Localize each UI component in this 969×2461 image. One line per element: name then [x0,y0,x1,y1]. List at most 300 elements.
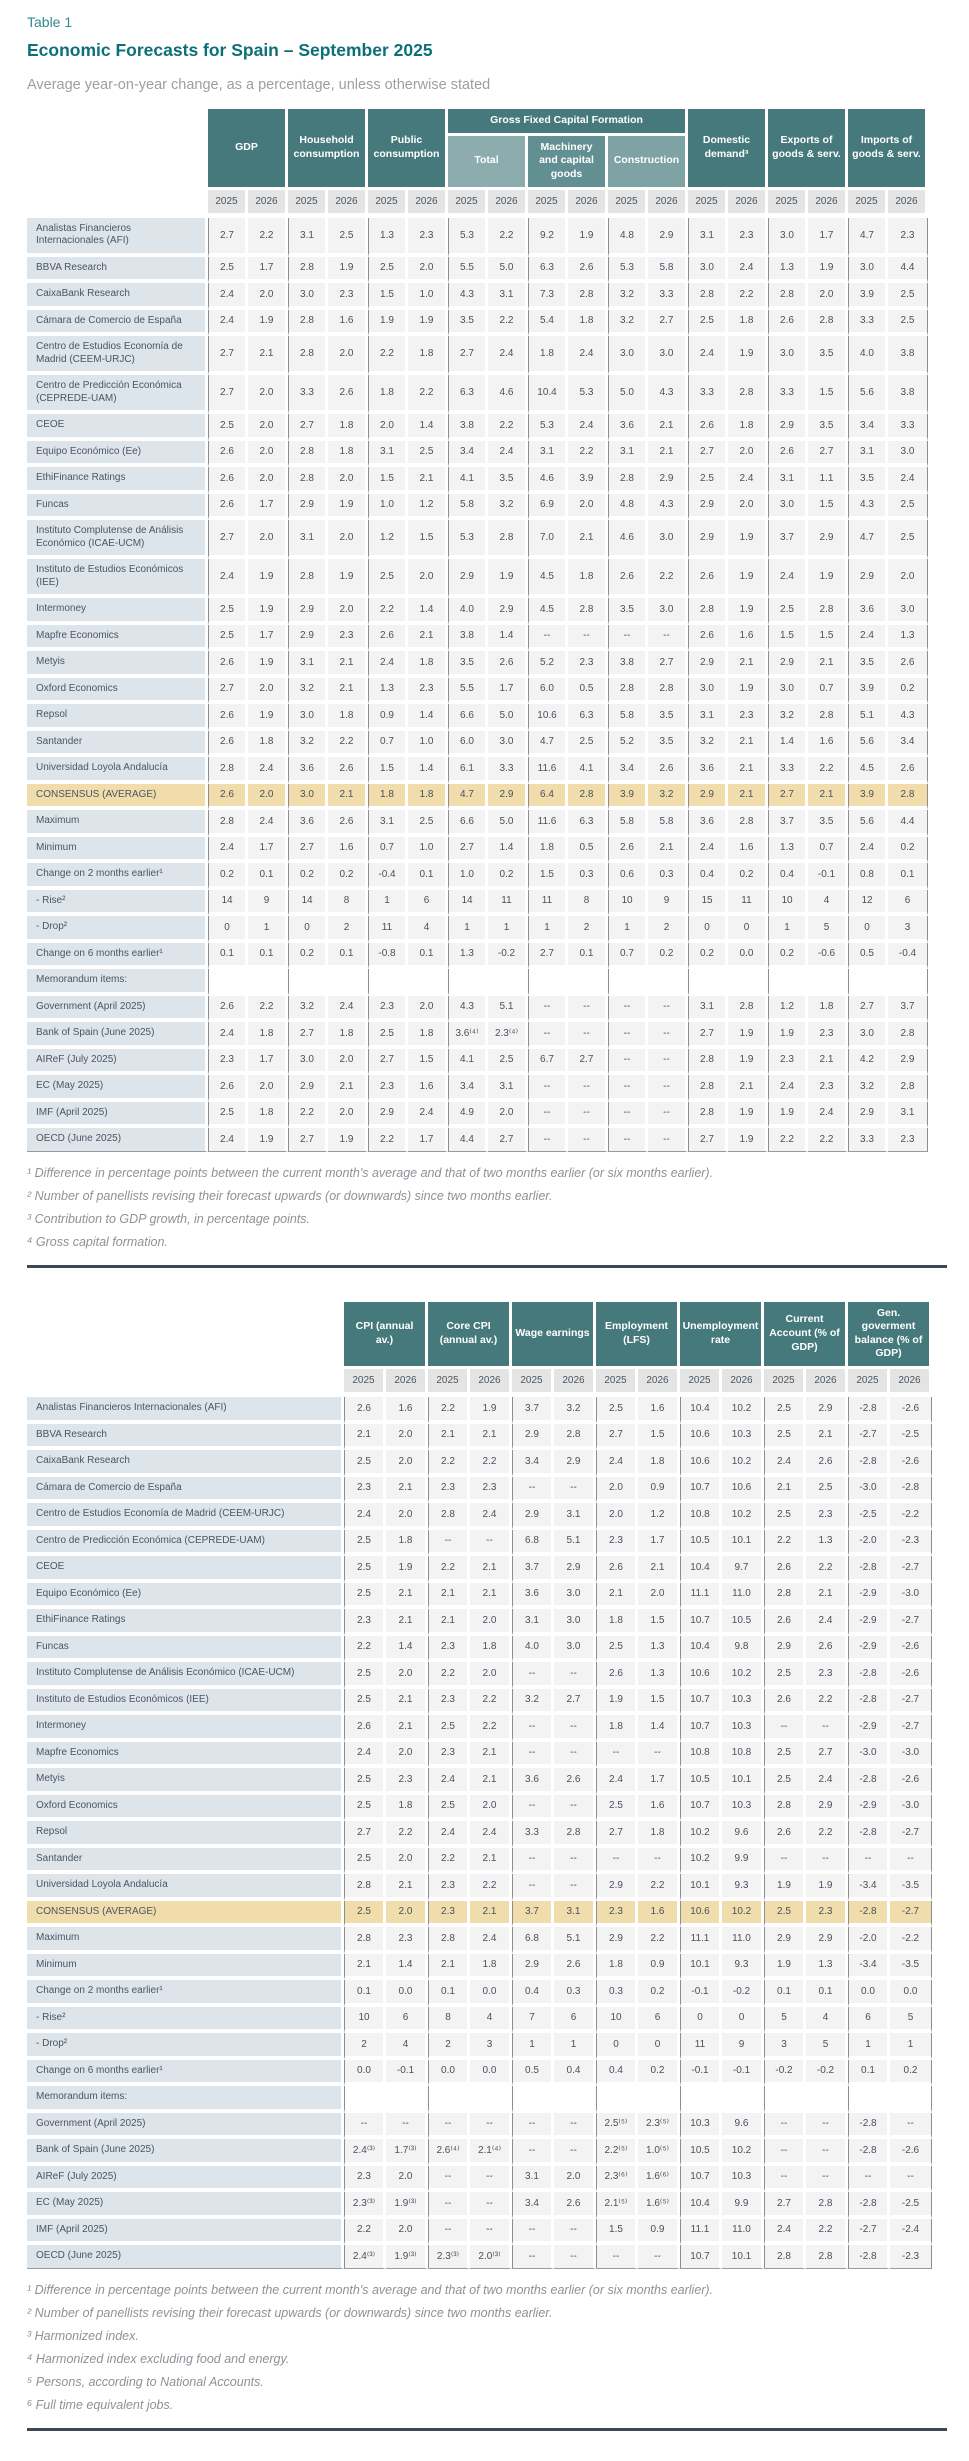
row-label-cell: Centro de Estudios Economía de Madrid (CEEM-URJC) [27,336,208,375]
value-cell: -- [428,2192,470,2219]
value-cell: 0.1 [568,943,608,970]
value-cell: 10.3 [722,1715,764,1742]
value-cell: 2.5 [344,1689,386,1716]
value-cell: 2.0 [368,414,408,441]
value-cell: -- [512,2139,554,2166]
value-cell: 2.6 [764,1609,806,1636]
year-header-cell: 2025 [596,1369,638,1397]
value-cell: 2.8 [608,467,648,494]
value-cell: 2.4 [888,467,928,494]
value-cell: 1 [488,916,528,943]
table-row [27,1954,932,1981]
value-cell: 6.3 [528,257,568,284]
value-cell: 5 [890,2007,932,2034]
value-cell: 2.1 [808,784,848,811]
value-cell: 2.9 [688,494,728,521]
value-cell: 3.6 [688,757,728,784]
table-row [27,283,928,310]
value-cell: 2.0 [408,559,448,598]
value-cell: 0.0 [848,1980,890,2007]
value-cell: 2.0 [248,520,288,559]
value-cell: 2.5 [208,1102,248,1129]
value-cell: 2.3 [386,1927,428,1954]
table-row [27,837,928,864]
value-cell: 10.2 [722,1450,764,1477]
value-cell: 2.1 [386,1715,428,1742]
row-label-cell: Mapfre Economics [27,1742,344,1769]
value-cell: 2.4 [808,1102,848,1129]
table-row [27,704,928,731]
value-cell: 0.2 [648,943,688,970]
table-corner [27,1369,344,1397]
table-row [27,943,928,970]
table-row [27,651,928,678]
value-cell: 4.6 [488,375,528,414]
value-cell: 9.2 [528,218,568,257]
value-cell: -- [568,1075,608,1102]
value-cell: 2.1 [638,1556,680,1583]
value-cell: 2.2 [728,283,768,310]
value-cell: 4.7 [448,784,488,811]
value-cell: 1.0 [408,837,448,864]
value-cell: 2.1 [248,336,288,375]
value-cell: 6.4 [528,784,568,811]
value-cell: -- [528,1102,568,1129]
value-cell [638,2086,680,2113]
value-cell: 1.9 [368,310,408,337]
value-cell: 2.3 [408,678,448,705]
value-cell: 9.6 [722,2113,764,2140]
value-cell: 2.4 [596,1450,638,1477]
value-cell: 2.8 [888,784,928,811]
table-row [27,2219,932,2246]
value-cell: 0.2 [890,2060,932,2087]
value-cell: 3.4 [608,757,648,784]
value-cell: 4 [408,916,448,943]
value-cell: 4.4 [888,810,928,837]
value-cell: 3.4 [448,441,488,468]
value-cell: 2.5 [408,810,448,837]
column-group-header: CPI (annual av.) [344,1302,428,1370]
value-cell: 2.0 [248,283,288,310]
value-cell: 10.2 [722,1397,764,1424]
value-cell: -- [596,1742,638,1769]
value-cell: -2.8 [848,2113,890,2140]
value-cell: 2.2 [248,996,288,1023]
value-cell: 1.8 [386,1530,428,1557]
value-cell: 1.4 [386,1954,428,1981]
value-cell: -- [764,2139,806,2166]
value-cell: 10.4 [528,375,568,414]
value-cell: 0.4 [596,2060,638,2087]
footnote-line: ³ Harmonized index. [27,2328,139,2343]
row-label-cell: Change on 6 months earlier¹ [27,943,208,970]
value-cell: 2.5 [344,1768,386,1795]
value-cell: 2.0 [328,467,368,494]
value-cell: 2.6 [554,1954,596,1981]
value-cell: -- [648,1049,688,1076]
value-cell: 2.9 [808,520,848,559]
value-cell: 1.3 [806,1954,848,1981]
year-header-cell: 2025 [368,190,408,218]
row-label-cell: Santander [27,731,208,758]
value-cell: 3.2 [848,1075,888,1102]
value-cell: 2.5 [768,598,808,625]
value-cell: 2.1 [806,1583,848,1610]
value-cell: 6 [888,890,928,917]
value-cell: 2.8 [428,1927,470,1954]
value-cell: 10 [768,890,808,917]
value-cell: 7 [512,2007,554,2034]
table-row [27,1397,932,1424]
value-cell [648,969,688,996]
value-cell: -- [470,2113,512,2140]
row-label-cell: IMF (April 2025) [27,2219,344,2246]
value-cell: 6 [386,2007,428,2034]
value-cell: 2.3 [408,218,448,257]
value-cell: 2.6 [208,467,248,494]
value-cell: 3.0 [288,1049,328,1076]
value-cell: 0 [596,2033,638,2060]
value-cell: 2.0 [470,1609,512,1636]
value-cell: 2.6 [208,731,248,758]
value-cell: 2.5 [344,1450,386,1477]
value-cell: 10.2 [722,1901,764,1928]
value-cell: 2.2 [768,1128,808,1152]
column-group-header: Current Account (% of GDP) [764,1302,848,1370]
value-cell: 10.7 [680,2166,722,2193]
value-cell: 2.1 [470,1848,512,1875]
value-cell: 1.5 [368,467,408,494]
value-cell: 2.5 [344,1901,386,1928]
value-cell: 0.5 [568,678,608,705]
value-cell: 1.6⁽⁵⁾ [638,2192,680,2219]
value-cell: 2.5 [764,1397,806,1424]
value-cell [764,2086,806,2113]
value-cell: 1.2 [368,520,408,559]
value-cell: -2.2 [890,1503,932,1530]
value-cell: 1.6 [328,310,368,337]
value-cell: -0.1 [808,863,848,890]
value-cell: 2.8 [608,678,648,705]
value-cell: 2.0 [386,1742,428,1769]
value-cell: 1.8 [248,731,288,758]
row-label-cell: Instituto Complutense de Análisis Económico (ICAE-UCM) [27,1662,344,1689]
value-cell: -- [470,1530,512,1557]
value-cell: 2.3 [344,2166,386,2193]
row-label-cell: EC (May 2025) [27,2192,344,2219]
value-cell: 2.7 [288,837,328,864]
value-cell: 2.7 [764,2192,806,2219]
value-cell: 2.2 [248,218,288,257]
year-header-cell: 2025 [208,190,248,218]
value-cell: 2.6 [688,414,728,441]
value-cell: 2.4 [344,1503,386,1530]
value-cell: 6.3 [448,375,488,414]
value-cell: 2.9 [806,1927,848,1954]
value-cell: -- [428,2219,470,2246]
value-cell: 2.3 [728,218,768,257]
value-cell: 6.0 [528,678,568,705]
table-row [27,784,928,811]
value-cell: 3.0 [288,704,328,731]
value-cell: 0.3 [648,863,688,890]
value-cell: 2.0 [248,441,288,468]
value-cell: 3.4 [448,1075,488,1102]
value-cell: 1.9 [728,598,768,625]
value-cell: 2.9 [596,1874,638,1901]
year-header-cell: 2025 [688,190,728,218]
value-cell: 1.0 [408,731,448,758]
value-cell: 2.4 [688,336,728,375]
value-cell: 3.0 [554,1636,596,1663]
value-cell: -2.6 [890,1768,932,1795]
value-cell: 10.4 [680,2192,722,2219]
value-cell: 2.2 [648,559,688,598]
value-cell: 2.4 [208,559,248,598]
value-cell: 2.4⁽³⁾ [344,2245,386,2269]
value-cell: -2.6 [890,1450,932,1477]
row-label-cell: AIReF (July 2025) [27,2166,344,2193]
row-label-cell: Analistas Financieros Internacionales (AFI) [27,218,208,257]
value-cell: 1 [248,916,288,943]
value-cell [728,969,768,996]
value-cell: 2 [428,2033,470,2060]
value-cell: 2.5 [764,1503,806,1530]
value-cell: 2.1 [648,414,688,441]
row-label-cell: CONSENSUS (AVERAGE) [27,1901,344,1928]
value-cell: 3.9 [568,467,608,494]
row-label-cell: Analistas Financieros Internacionales (AFI) [27,1397,344,1424]
value-cell: 1.8 [408,651,448,678]
value-cell: 1.9⁽³⁾ [386,2192,428,2219]
value-cell: 3.7 [768,810,808,837]
value-cell: 2.7 [848,996,888,1023]
value-cell: 3.1 [554,1901,596,1928]
table-row [27,757,928,784]
table-row [27,1075,928,1102]
value-cell: 2.1 [428,1609,470,1636]
table-row [27,1874,932,1901]
value-cell: -- [608,1022,648,1049]
footnote-line: ⁶ Full time equivalent jobs. [27,2397,174,2412]
value-cell: 4.3 [888,704,928,731]
footnote-line: ⁵ Persons, according to National Accounts. [27,2374,264,2389]
value-cell: 1.5 [596,2219,638,2246]
table-row [27,863,928,890]
value-cell: 1 [608,916,648,943]
value-cell: 3 [470,2033,512,2060]
value-cell: 1 [890,2033,932,2060]
value-cell: 0.1 [248,863,288,890]
value-cell: 1.9 [728,520,768,559]
value-cell: 5.1 [554,1530,596,1557]
value-cell: 2.7 [208,218,248,257]
value-cell: 11 [528,890,568,917]
value-cell: 2.5 [344,1583,386,1610]
value-cell: 10.1 [722,2245,764,2269]
value-cell: 5.3 [448,218,488,257]
value-cell: 2.1 [648,837,688,864]
value-cell: 4.5 [848,757,888,784]
value-cell: 2.7 [488,1128,528,1152]
value-cell: 2.1 [408,467,448,494]
value-cell: 3.5 [608,598,648,625]
value-cell: 2.0 [248,678,288,705]
value-cell: 3.1 [848,441,888,468]
row-label-cell: EC (May 2025) [27,1075,208,1102]
value-cell: 3.3 [648,283,688,310]
value-cell: -2.4 [890,2219,932,2246]
value-cell: -3.0 [848,1742,890,1769]
table-row [27,520,928,559]
value-cell: 1.0⁽⁵⁾ [638,2139,680,2166]
value-cell: 10.3 [722,1689,764,1716]
value-cell: 1.8 [248,1102,288,1129]
value-cell: 0.4 [554,2060,596,2087]
value-cell: -3.4 [848,1874,890,1901]
value-cell: 2.3 [806,1901,848,1928]
year-header-cell: 2025 [288,190,328,218]
value-cell: 5.1 [848,704,888,731]
table-row [27,257,928,284]
table-row [27,1768,932,1795]
value-cell: -2.2 [890,1927,932,1954]
table-row [27,559,928,598]
value-cell: 3.0 [648,598,688,625]
value-cell: 2.9 [688,651,728,678]
value-cell: 2.4 [408,1102,448,1129]
value-cell: 5.8 [608,704,648,731]
value-cell: 2.1 [728,1075,768,1102]
value-cell: 2.8 [554,1424,596,1451]
value-cell: 2.5 [344,1848,386,1875]
value-cell: 3.2 [288,731,328,758]
year-header-cell: 2026 [808,190,848,218]
table-row [27,441,928,468]
value-cell: 2.2 [808,1128,848,1152]
value-cell: -0.1 [680,2060,722,2087]
value-cell: 2.9 [288,625,328,652]
value-cell: 2.3 [470,1477,512,1504]
value-cell: 0 [688,916,728,943]
value-cell: 2.0 [728,494,768,521]
value-cell: 3.0 [768,218,808,257]
value-cell: 7.3 [528,283,568,310]
footnote-line: ¹ Difference in percentage points between the current month's average and that of two months earlier (or six months earlier). [27,1165,714,1180]
value-cell: 3 [888,916,928,943]
column-group-header: Public consumption [368,109,448,190]
value-cell: 0.0 [428,2060,470,2087]
table-row [27,678,928,705]
value-cell: 6.8 [512,1927,554,1954]
value-cell: 0.0 [728,943,768,970]
value-cell: 0 [638,2033,680,2060]
value-cell: 3.0 [648,520,688,559]
value-cell: -- [428,1530,470,1557]
value-cell: 1.9 [248,310,288,337]
value-cell: 8 [428,2007,470,2034]
value-cell: -- [528,1022,568,1049]
value-cell: 2.3 [428,1689,470,1716]
value-cell: 2.8 [806,2245,848,2269]
value-cell: -- [528,996,568,1023]
value-cell: 2.9 [806,1397,848,1424]
value-cell: -- [806,1715,848,1742]
value-cell: -- [554,2139,596,2166]
value-cell: 4.0 [512,1636,554,1663]
value-cell: 2.0 [328,1102,368,1129]
value-cell: 2.4 [728,257,768,284]
table1-footnotes [27,1166,947,1249]
value-cell: 1.4 [638,1715,680,1742]
value-cell: 0.1 [888,863,928,890]
value-cell: 2.2⁽⁵⁾ [596,2139,638,2166]
value-cell: 1.9 [728,1128,768,1152]
value-cell: 3.0 [288,283,328,310]
table-row [27,414,928,441]
value-cell: 0.0 [470,2060,512,2087]
value-cell: 2.6 [568,257,608,284]
value-cell: 2.8 [344,1927,386,1954]
value-cell: 2.5 [208,625,248,652]
value-cell: 4 [806,2007,848,2034]
demand-forecast-table-container [27,109,947,1152]
table-row [27,375,928,414]
table-row [27,2033,932,2060]
value-cell: 3.7 [512,1901,554,1928]
value-cell: 10.6 [680,1450,722,1477]
value-cell: 2.7 [208,375,248,414]
value-cell: 2.3 [428,1477,470,1504]
value-cell: 2.1⁽⁴⁾ [470,2139,512,2166]
value-cell: 2.0 [386,1450,428,1477]
value-cell: 0.1 [848,2060,890,2087]
value-cell: 3.1 [288,520,328,559]
value-cell: 1.9 [768,1022,808,1049]
value-cell: 1 [368,890,408,917]
value-cell: 10.3 [680,2113,722,2140]
value-cell: 0.2 [888,837,928,864]
value-cell: 10.8 [722,1742,764,1769]
value-cell: 1.9 [728,336,768,375]
value-cell: 3.9 [848,678,888,705]
value-cell: 2.0 [386,1901,428,1928]
value-cell: 2.7 [368,1049,408,1076]
value-cell: 2.5 [208,414,248,441]
value-cell: 3.1 [888,1102,928,1129]
value-cell: -- [764,1848,806,1875]
value-cell: -- [470,2166,512,2193]
value-cell: 2.8 [208,810,248,837]
value-cell: 1.3 [768,257,808,284]
value-cell: -2.8 [848,2139,890,2166]
value-cell: 3.1 [512,1609,554,1636]
value-cell: 3.3 [688,375,728,414]
value-cell [888,969,928,996]
year-header-cell: 2026 [248,190,288,218]
value-cell: 5.6 [848,810,888,837]
value-cell: 2.2 [428,1450,470,1477]
value-cell: 1.9 [328,257,368,284]
value-cell: 2.9 [848,559,888,598]
value-cell: 10.5 [680,1768,722,1795]
value-cell [208,969,248,996]
value-cell: 7.0 [528,520,568,559]
value-cell: 2.8 [688,598,728,625]
value-cell: 2.6 [208,441,248,468]
value-cell: 2.1 [728,757,768,784]
